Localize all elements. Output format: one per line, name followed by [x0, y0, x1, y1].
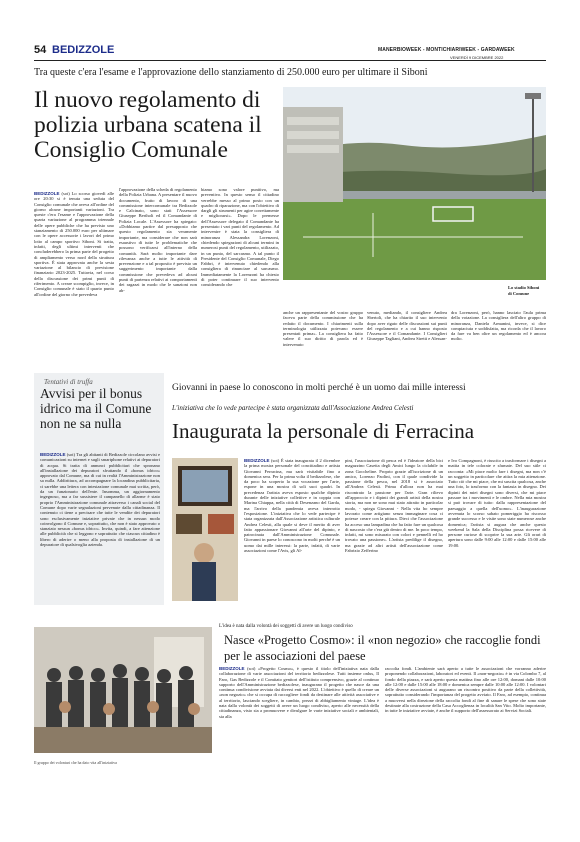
- article3-col2: pini, l'associazione di pesca ed è l'ideatore della bici magazzino Casetta degli Amici lungo la ciclabile in zona Goccheline. Proprio grazie all'iscrizione di un amico, Lorenzo Paolini, con il quale condivide la passione della pesca, nel 2018 si è associato all'Andrea Celesti. Prima d'allora non ha mai riscontrato la passione per l'arte. Gran rilievo all'approccio e i dipinti dei grandi artisti della nostra storia, ma non ne sono mai stato attratto in particolar modo, - spiega Giovanni - Nella vita ho sempre lavorato come artigiano senza immaginare cosa ci potesse creare con la pittura. Dieci che l'associazione ha acceso una lampadina che ha fatto fare un qualcosa di nascosto che c'era già dentro di me. In poco tempo, infatti, mi sono misurato con colori e pennelli ed ho trovato una passione». L'artista predilige il disegno, ma grazie ad altri artisti dell'associazione come Fabrizio Zefferino: [345, 458, 443, 554]
- article1-col5: venuto, mediando, il consigliere Andrea Sbertoli, che ha chiarito il suo intervento dopo aver rigato delle discussioni sui punti del regolamento e a cui hanno risposto l'Assessore e il Comandante. I Consiglieri Giuseppe Tagliani, Andrea Siretti e Alessan-: [367, 310, 447, 342]
- article2-dateline: BEDIZZOLE: [40, 452, 66, 457]
- article3-col1-text: È stata inaugurata il 2 dicembre la prima mostra personale del concittadino e artista Giovanni Ferracina, ma sarà visitabile fino a domenica sera. Per la prima volta il bedizzolese, che da poco ha scoperto la sua vocazione per l'arte, espone in una mostra di soli suoi quadri. In precedenza l'artista aveva esposto qualche dipinto durante delle iniziative collettive e in coppia con Marina Chiappa, nella città di Desenzano del Garda, ma l'arrivo della pandemia aveva interrotto l'esposizione. L'iniziativa che lo vede partecipe è stata organizzata dall'Associazione artistica culturale Andrea Celesti, alla quale si deve il merito di aver fatto appassionare Giovanni all'arte del dipinto, e patrocinata dall'Amministrazione Comunale. Giovanni in paese lo conoscono in molti perché è un uomo dai mille interessi: la parte, infatti, di varie associazioni come l'Avis, gli Al-: [244, 458, 341, 554]
- article3-kicker: Giovanni in paese lo conoscono in molti perché è un uomo dai mille interessi: [172, 383, 466, 393]
- article1-col6: dra Lorenzoni, però, hanno lasciato l'aula prima della votazione. La consigliera dell'altro gruppo di minoranza, Daniela Armanini, invece, si dice compiaciuta e soddisfatta, ma ricorda che il lavoro da fare va ben oltre un regolamento ed è ancora molto.: [451, 310, 546, 342]
- article3-dateline: BEDIZZOLE: [244, 458, 270, 463]
- article3-col1: [244, 458, 340, 553]
- exhibition-photo: [172, 458, 238, 601]
- article4-dateline: BEDIZZOLE: [219, 666, 245, 671]
- article1-col3: biamo sono valore punitivo, ma preventivo. In questo senso il cittadino verrebbe messo al primo posto con un quadro di riparazione, ma con l'obiettivo di dargli gli strumenti per agire correttamente e migliorarsi». Dopo le premesse dell'Assessore delegato il Comandante ha presentato i vari punti del regolamento. Ad intervenire è stata la consigliera di minoranza Alessandra Lorenzoni, chiedendo spiegazioni di alcuni termini in numerosi punti del regolamento, utilizzato, in un punto, del sarcasmo. A tal punto il Presidente del Consiglio Comunale, Diego Fabbri, è intervenuto chiedendo alla consigliera di rinunciare al sarcasmo. Immediatamente la Lorenzoni ha chiesto di poter continuare il suo intervento considerando che: [201, 187, 279, 288]
- article1-col1-text: Lo scorso giovedì alle ore 20:30 si è tenuta una seduta del Consiglio comunale che aveva all'ordine del giorno alcune importanti variazioni. Tra queste c'era l'esame e l'approvazione della quarta variazione al programma triennale delle opere pubbliche che ha previsto uno stanziamento di 250.000 euro per ultimare con le opere accessorie i lavori del primo lotto al campo sportivo Siboni. Si tratta, infatti, degli ultimi interventi che concluderebbero la prima parte del progetto di ampliamento verso nord della struttura sportiva. È stata approvata anche la sesta variazione al bilancio di previsione finanziario 2023-2025. Tuttavia, nel corso della discussione dei primi punti di riferimento. A creare scompiglio, invece, in Consiglio comunale è stato il quarto punto all'ordine del giorno che prevedeva: [34, 191, 114, 297]
- article2-body: Tra gli abitanti di Bedizzole circolano avvisi e comunicazioni su internet e sugli smartphone relativi ai depuratori di acqua. Si tratta di annunci pubblicitari che spronano all'installazione dei depuratori sfruttando il «bonus idrico» approvato dal Comune, ma di cui in realtà l'Amministrazione non sa nulla. Addirittura, ad accompagnare la locandina pubblicitaria, ci sarebbe una lettera con intestazione comunale mai scritta, però, da un funzionario dell'ente. Insomma, un aggiornamento ingegnoso, ma a far sussistere il campanello di allarme è stato proprio l'Amministrazione comunale attraverso i canali social del Comune dopo varie segnalazioni pervenute dalla cittadinanza. Il contenuto ci tiene a precisare che tutte le vendite dei depuratori sono esclusivamente iniziative private che in nessun modo coinvolgono il Comune e, soprattutto, che non è stato approvato o stanziato nessun «bonus idrico». Invita, quindi, a fare attenzione alle pubblicità che si leggono e soprattutto che ciascun cittadino è libero di aderire o meno alla proposta di installazione di un depuratore di qualsivoglia azienda.: [40, 452, 161, 548]
- volunteers-photo: [34, 627, 212, 753]
- article2-title: Avvisi per il bonus idrico ma il Comune non ne sa nulla: [40, 386, 152, 431]
- volunteers-photo-caption: Il gruppo dei volontari che ha dato vita all'iniziativa: [34, 760, 117, 765]
- article2-text: [40, 452, 160, 547]
- masthead: MANERBIOWEEK - MONTICHIARIWEEK - GARDAWEEK: [378, 47, 515, 53]
- article4-col1-text: «Progetto Cosmo», è questo il titolo dell'iniziativa nata dalla collaborazione di varie associazioni del territorio bedizzolese. Tutti insieme onlus, Il Faro, Gas Bedizzole e il Comitato genitori dell'istituto comprensivo, grazie al continuo supporto dell'Amministrazione bedizzolese, inaugurano il progetto che nasce da una continua condivisione avviata dai diversi enti nel 2022. L'obiettivo è quello di creare un «non negozio» che si occupa di raccogliere fondi da destinare alle attività associative e al territorio, lasciando scegliere, in cambio, prezzi di abbigliamento vintage. L'idea è nata dalla volontà dei soggetti di avere un luogo condiviso, aperto alle necessità della cittadinanza, visto sia a promuovere e divulgare le varie iniziative sociali e ambientali, sia alla: [219, 666, 380, 719]
- article1-col1: [34, 191, 114, 297]
- article4-col1: [219, 666, 379, 719]
- article1-kicker: Tra queste c'era l'esame e l'approvazione dello stanziamento di 250.000 euro per ultimare il Siboni: [34, 67, 428, 78]
- article2-byline: (sot): [66, 452, 75, 457]
- issue-date: VENERDÌ 9 DICEMBRE 2022: [450, 55, 504, 60]
- article3-col3: e Ivo Compagnoni, è riuscito a trasformare i disegni a matita in tele colorate e sfumate. Del suo stile ci racconta: «Mi piace molto fare i disegni, ma non c'è un soggetto in particolare che attira la mia attenzione. Tutto ciò che mi piace, che mi suscita qualcosa, anche una foto, lo trasformo con la fantasia in disegno. Dei dipinti dei miei disegni sono diversi, che mi piace passare tra i movimenti e le ombre. Nella mia mostra si può trovare di tutto: dalla rappresentazione del paesaggio a quella dell'uomo». L'inaugurazione avvenuta lo scorso sabato pomeriggio ha riscosso grande successo e le visite sono state numerose anche domenica; l'artista si augura che anche questo weekend la Sala della Disciplina possa ricevere di persone curiose di scoprire la sua arte. Gli orari di apertura sono dalle 9:00 alle 12:00 e dalle 15:00 alle 19:00.: [448, 458, 546, 548]
- stadium-photo: [283, 87, 546, 280]
- article4-col2: raccolta fondi. L'ambiente sarà aperto a tutte le associazioni che vorranno aderire proponendo collaborazioni, laboratori ed eventi. Il «non-negozio» è in via Colombo 7, al fondo della piazza, e sarà aperto questa mattina fino alle ore 12:00, domani dalle 10:00 alle 12:00 e dalle 15:00 alle 18:00 e domenica sempre dalle 10:00 alle 12:00. I volontari delle diverse associazioni si augurano un riscontro positivo da parte della collettività, soprattutto considerando l'importanza del progetto avviato. Il Faro, ad esempio, continua a muoversi nella direzione della raccolta fondi al fine di sanare le spese che sono state destinate alla costruzione della Casa Accoglienza in località San Vito. Molto importante, in tutte le iniziative avviate, è anche il supporto dell'assessorato ai Servizi Sociali.: [385, 666, 546, 714]
- article1-dateline: BEDIZZOLE: [34, 191, 60, 196]
- header-rule: [34, 60, 546, 61]
- article1-byline: (sot): [61, 191, 70, 196]
- article2-kicker: Tentativi di truffa: [44, 378, 93, 386]
- section-name: BEDIZZOLE: [52, 44, 115, 56]
- article4-kicker: L'idea è nata dalla volontà dei soggetti di avere un luogo condiviso: [219, 624, 353, 629]
- article3-byline: (sot): [271, 458, 280, 463]
- stadium-photo-caption: Lo stadio Siboni di Comune: [508, 285, 540, 296]
- article3-title: Inaugurata la personale di Ferracina: [172, 419, 475, 443]
- article1-col4: anche un rappresentante del vostro gruppo faceva parte della commissione che ha redatto il documento. I chiarimenti sulla terminologia utilizzata potevano essere presentati prima». La consigliera ha fatto valere il suo diritto di parola ed è intervenuto: [283, 310, 363, 347]
- article1-col2: l'approvazione della scheda di regolamento della Polizia Urbana. A presentare il nuovo documento, frutto di lavoro di una commissione intercomunale tra Bedizzole e Calcinato, sono stati l'Assessore Giuseppe Bertholi ed il Comandante di Polizia Locale. L'Assessore ha spiegato: «Dobbiamo partire dal presupposto che questo regolamento sia veramente importante, ma considerare che non sarà esaustivo di tutte le problematiche che possono verificarsi all'interno della comunità. Sarà molto importante dare rilevanza anche a tutte le attività di prevenzione e a tal proposito è previsto un suggerimento importante dalla commissione che prevedeva ad alcuni punti di partenza relativi ai comportamenti dei ragazzi in modo che le sanzioni non ab-: [119, 187, 197, 293]
- article3-subkicker: L'iniziativa che lo vede partecipe è stata organizzata dall'Associazione Andrea Celesti: [172, 404, 414, 412]
- article4-title: Nasce «Progetto Cosmo»: il «non negozio» che raccoglie fondi per le associazioni del paese: [224, 633, 541, 663]
- page-number: 54: [34, 44, 47, 56]
- article4-byline: (sot): [247, 666, 256, 671]
- article1-title: Il nuovo regolamento di polizia urbana scatena il Consiglio Comunale: [34, 87, 262, 163]
